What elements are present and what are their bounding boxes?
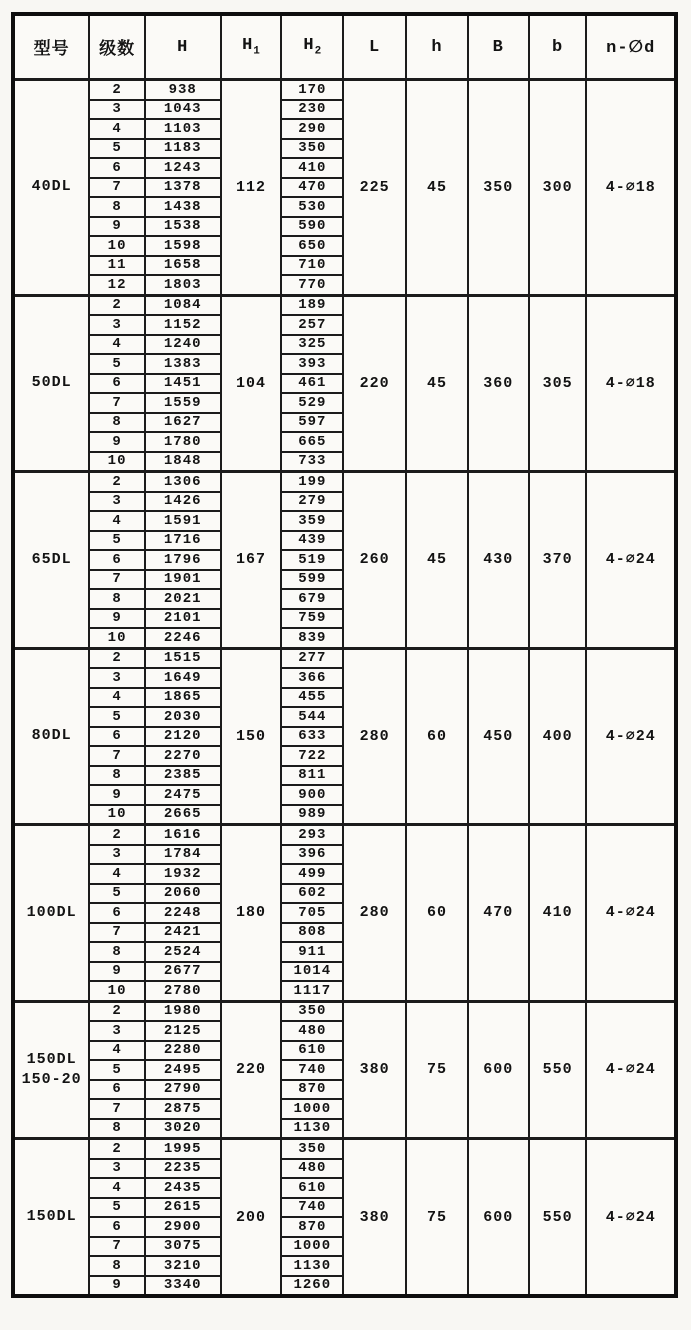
h2-value-cell: 455 <box>281 688 343 708</box>
b-lower-cell: 370 <box>529 472 587 649</box>
bolt-spec-cell: 4-∅18 <box>586 295 676 472</box>
h2-value-cell: 770 <box>281 275 343 295</box>
stage-cell: 9 <box>89 1276 145 1297</box>
h2-value-cell: 989 <box>281 805 343 825</box>
h2-value-cell: 839 <box>281 628 343 648</box>
h-value-cell: 1383 <box>145 354 221 374</box>
table-row <box>13 648 676 668</box>
table-row <box>13 472 676 492</box>
stage-cell: 2 <box>89 648 145 668</box>
stage-cell: 7 <box>89 1099 145 1119</box>
model-cell <box>13 472 89 649</box>
stage-cell: 6 <box>89 158 145 178</box>
stage-cell: 3 <box>89 1021 145 1041</box>
h-value-cell: 1043 <box>145 100 221 120</box>
column-header-n_phi_d <box>586 14 676 80</box>
h2-value-cell: 170 <box>281 80 343 100</box>
table-row <box>13 825 676 845</box>
h1-value-cell: 167 <box>221 472 282 649</box>
column-header-B <box>468 14 529 80</box>
stage-cell: 10 <box>89 628 145 648</box>
l-value-cell: 380 <box>343 1139 406 1297</box>
h2-value-cell: 610 <box>281 1178 343 1198</box>
stage-cell: 10 <box>89 452 145 472</box>
h-value-cell: 1796 <box>145 550 221 570</box>
height-h-cell: 45 <box>406 80 468 296</box>
h2-value-cell: 359 <box>281 511 343 531</box>
h2-value-cell: 870 <box>281 1217 343 1237</box>
h2-value-cell: 350 <box>281 1139 343 1159</box>
stage-cell: 9 <box>89 609 145 629</box>
stage-cell: 3 <box>89 845 145 865</box>
h-value-cell: 2615 <box>145 1198 221 1218</box>
h-value-cell: 3075 <box>145 1237 221 1257</box>
column-header-model <box>13 14 89 80</box>
stage-cell: 2 <box>89 295 145 315</box>
column-header-label: h <box>431 37 443 57</box>
b-upper-cell: 600 <box>468 1139 529 1297</box>
h-value-cell: 938 <box>145 80 221 100</box>
h2-value-cell: 633 <box>281 727 343 747</box>
h2-value-cell: 740 <box>281 1060 343 1080</box>
h-value-cell: 2235 <box>145 1159 221 1179</box>
model-cell <box>13 648 89 825</box>
b-upper-cell: 600 <box>468 1001 529 1139</box>
height-h-cell: 60 <box>406 825 468 1002</box>
column-header-label: H <box>242 36 254 56</box>
h2-value-cell: 519 <box>281 550 343 570</box>
stage-cell: 4 <box>89 511 145 531</box>
h-value-cell: 2246 <box>145 628 221 648</box>
column-header-label: H <box>303 36 315 56</box>
column-header-label: B <box>492 37 504 57</box>
h-value-cell: 2524 <box>145 942 221 962</box>
h-value-cell: 1627 <box>145 413 221 433</box>
stage-cell: 3 <box>89 100 145 120</box>
h-value-cell: 1932 <box>145 864 221 884</box>
h2-value-cell: 544 <box>281 707 343 727</box>
h2-value-cell: 499 <box>281 864 343 884</box>
model-label: 150-20 <box>21 1070 82 1088</box>
h2-value-cell: 900 <box>281 785 343 805</box>
h2-value-cell: 461 <box>281 374 343 394</box>
b-lower-cell: 400 <box>529 648 587 825</box>
stage-cell: 4 <box>89 1178 145 1198</box>
h-value-cell: 1658 <box>145 256 221 276</box>
h-value-cell: 1848 <box>145 452 221 472</box>
h-value-cell: 1378 <box>145 178 221 198</box>
h2-value-cell: 1000 <box>281 1099 343 1119</box>
column-header-label: H <box>177 37 189 57</box>
h-value-cell: 1243 <box>145 158 221 178</box>
height-h-cell: 75 <box>406 1139 468 1297</box>
column-header-label: L <box>369 37 381 57</box>
b-lower-cell: 550 <box>529 1139 587 1297</box>
model-label: 50DL <box>31 374 72 392</box>
b-upper-cell: 470 <box>468 825 529 1002</box>
h2-value-cell: 590 <box>281 217 343 237</box>
h-value-cell: 2790 <box>145 1080 221 1100</box>
column-header-subscript: 2 <box>314 45 322 58</box>
h-value-cell: 1240 <box>145 335 221 355</box>
stage-cell: 6 <box>89 903 145 923</box>
h-value-cell: 2780 <box>145 981 221 1001</box>
h-value-cell: 1901 <box>145 570 221 590</box>
stage-cell: 8 <box>89 413 145 433</box>
h-value-cell: 3340 <box>145 1276 221 1297</box>
l-value-cell: 280 <box>343 648 406 825</box>
h2-value-cell: 470 <box>281 178 343 198</box>
h2-value-cell: 1130 <box>281 1256 343 1276</box>
column-header-label: b <box>552 37 564 57</box>
h-value-cell: 1103 <box>145 119 221 139</box>
stage-cell: 7 <box>89 746 145 766</box>
h-value-cell: 1515 <box>145 648 221 668</box>
h2-value-cell: 277 <box>281 648 343 668</box>
h-value-cell: 2495 <box>145 1060 221 1080</box>
h-value-cell: 1784 <box>145 845 221 865</box>
h2-value-cell: 410 <box>281 158 343 178</box>
stage-cell: 10 <box>89 236 145 256</box>
h2-value-cell: 439 <box>281 531 343 551</box>
stage-cell: 6 <box>89 1080 145 1100</box>
stage-cell: 2 <box>89 1001 145 1021</box>
b-lower-cell: 305 <box>529 295 587 472</box>
h1-value-cell: 220 <box>221 1001 282 1139</box>
h2-value-cell: 293 <box>281 825 343 845</box>
table-row <box>13 80 676 100</box>
h2-value-cell: 325 <box>281 335 343 355</box>
bolt-spec-cell: 4-∅24 <box>586 472 676 649</box>
stage-cell: 7 <box>89 178 145 198</box>
h2-value-cell: 759 <box>281 609 343 629</box>
h2-value-cell: 705 <box>281 903 343 923</box>
h-value-cell: 2280 <box>145 1041 221 1061</box>
l-value-cell: 220 <box>343 295 406 472</box>
column-header-H <box>145 14 221 80</box>
stage-cell: 9 <box>89 785 145 805</box>
h-value-cell: 1438 <box>145 197 221 217</box>
column-header-h <box>406 14 468 80</box>
h-value-cell: 2120 <box>145 727 221 747</box>
h2-value-cell: 290 <box>281 119 343 139</box>
l-value-cell: 225 <box>343 80 406 296</box>
h-value-cell: 1451 <box>145 374 221 394</box>
stage-cell: 6 <box>89 374 145 394</box>
h1-value-cell: 200 <box>221 1139 282 1297</box>
stage-cell: 4 <box>89 864 145 884</box>
stage-cell: 7 <box>89 923 145 943</box>
table-row <box>13 1001 676 1021</box>
h-value-cell: 1716 <box>145 531 221 551</box>
h2-value-cell: 529 <box>281 393 343 413</box>
h2-value-cell: 811 <box>281 766 343 786</box>
stage-cell: 8 <box>89 197 145 217</box>
bolt-spec-cell: 4-∅24 <box>586 1001 676 1139</box>
stage-cell: 8 <box>89 942 145 962</box>
table-row <box>13 1139 676 1159</box>
stage-cell: 2 <box>89 1139 145 1159</box>
h-value-cell: 2021 <box>145 589 221 609</box>
model-cell <box>13 1139 89 1297</box>
column-header-H2 <box>281 14 343 80</box>
h-value-cell: 2060 <box>145 884 221 904</box>
stage-cell: 8 <box>89 1119 145 1139</box>
stage-cell: 7 <box>89 570 145 590</box>
h1-value-cell: 112 <box>221 80 282 296</box>
h2-value-cell: 740 <box>281 1198 343 1218</box>
b-lower-cell: 550 <box>529 1001 587 1139</box>
h-value-cell: 2665 <box>145 805 221 825</box>
h-value-cell: 1183 <box>145 139 221 159</box>
h-value-cell: 2270 <box>145 746 221 766</box>
h2-value-cell: 870 <box>281 1080 343 1100</box>
h-value-cell: 2421 <box>145 923 221 943</box>
h2-value-cell: 722 <box>281 746 343 766</box>
h2-value-cell: 597 <box>281 413 343 433</box>
h-value-cell: 2101 <box>145 609 221 629</box>
model-label: 100DL <box>26 903 77 921</box>
h-value-cell: 1598 <box>145 236 221 256</box>
column-header-subscript: 1 <box>253 45 260 58</box>
stage-cell: 5 <box>89 707 145 727</box>
column-header-label: 型号 <box>33 41 70 60</box>
h-value-cell: 2125 <box>145 1021 221 1041</box>
h2-value-cell: 808 <box>281 923 343 943</box>
h-value-cell: 1780 <box>145 432 221 452</box>
stage-cell: 11 <box>89 256 145 276</box>
model-label: 65DL <box>31 550 72 568</box>
h2-value-cell: 199 <box>281 472 343 492</box>
h2-value-cell: 480 <box>281 1159 343 1179</box>
stage-cell: 12 <box>89 275 145 295</box>
stage-cell: 7 <box>89 393 145 413</box>
h-value-cell: 2900 <box>145 1217 221 1237</box>
stage-cell: 4 <box>89 1041 145 1061</box>
bolt-spec-cell: 4-∅18 <box>586 80 676 296</box>
stage-cell: 8 <box>89 589 145 609</box>
stage-cell: 3 <box>89 492 145 512</box>
h2-value-cell: 1000 <box>281 1237 343 1257</box>
stage-cell: 10 <box>89 805 145 825</box>
column-header-H1 <box>221 14 282 80</box>
h2-value-cell: 480 <box>281 1021 343 1041</box>
stage-cell: 2 <box>89 80 145 100</box>
b-lower-cell: 300 <box>529 80 587 296</box>
column-header-b <box>529 14 587 80</box>
h2-value-cell: 366 <box>281 668 343 688</box>
l-value-cell: 260 <box>343 472 406 649</box>
column-header-L <box>343 14 406 80</box>
stage-cell: 5 <box>89 884 145 904</box>
h2-value-cell: 1014 <box>281 962 343 982</box>
stage-cell: 3 <box>89 1159 145 1179</box>
column-header-label: n-∅d <box>606 38 656 58</box>
b-upper-cell: 430 <box>468 472 529 649</box>
h-value-cell: 2030 <box>145 707 221 727</box>
stage-cell: 10 <box>89 981 145 1001</box>
h-value-cell: 1995 <box>145 1139 221 1159</box>
model-cell <box>13 1001 89 1139</box>
h2-value-cell: 230 <box>281 100 343 120</box>
stage-cell: 2 <box>89 825 145 845</box>
h2-value-cell: 530 <box>281 197 343 217</box>
b-upper-cell: 350 <box>468 80 529 296</box>
h2-value-cell: 1130 <box>281 1119 343 1139</box>
h-value-cell: 1538 <box>145 217 221 237</box>
h-value-cell: 1559 <box>145 393 221 413</box>
h2-value-cell: 679 <box>281 589 343 609</box>
stage-cell: 8 <box>89 766 145 786</box>
b-upper-cell: 450 <box>468 648 529 825</box>
h1-value-cell: 180 <box>221 825 282 1002</box>
h1-value-cell: 150 <box>221 648 282 825</box>
h-value-cell: 1591 <box>145 511 221 531</box>
l-value-cell: 280 <box>343 825 406 1002</box>
bolt-spec-cell: 4-∅24 <box>586 1139 676 1297</box>
h2-value-cell: 350 <box>281 1001 343 1021</box>
h2-value-cell: 610 <box>281 1041 343 1061</box>
dimension-table <box>11 12 678 1298</box>
stage-cell: 5 <box>89 354 145 374</box>
h-value-cell: 2475 <box>145 785 221 805</box>
stage-cell: 5 <box>89 1060 145 1080</box>
h-value-cell: 1616 <box>145 825 221 845</box>
h2-value-cell: 1117 <box>281 981 343 1001</box>
column-header-label: 级数 <box>99 41 136 60</box>
h2-value-cell: 911 <box>281 942 343 962</box>
stage-cell: 9 <box>89 217 145 237</box>
h-value-cell: 2677 <box>145 962 221 982</box>
bolt-spec-cell: 4-∅24 <box>586 825 676 1002</box>
h2-value-cell: 599 <box>281 570 343 590</box>
height-h-cell: 45 <box>406 472 468 649</box>
h1-value-cell: 104 <box>221 295 282 472</box>
h-value-cell: 3210 <box>145 1256 221 1276</box>
model-cell <box>13 295 89 472</box>
h2-value-cell: 710 <box>281 256 343 276</box>
stage-cell: 8 <box>89 1256 145 1276</box>
stage-cell: 4 <box>89 688 145 708</box>
stage-cell: 9 <box>89 432 145 452</box>
stage-cell: 5 <box>89 139 145 159</box>
h-value-cell: 1649 <box>145 668 221 688</box>
model-label: 150DL <box>26 1050 77 1068</box>
h2-value-cell: 733 <box>281 452 343 472</box>
stage-cell: 6 <box>89 727 145 747</box>
h-value-cell: 1306 <box>145 472 221 492</box>
h-value-cell: 2875 <box>145 1099 221 1119</box>
model-label: 40DL <box>31 178 72 196</box>
model-cell <box>13 80 89 296</box>
h2-value-cell: 1260 <box>281 1276 343 1297</box>
b-lower-cell: 410 <box>529 825 587 1002</box>
bolt-spec-cell: 4-∅24 <box>586 648 676 825</box>
stage-cell: 6 <box>89 550 145 570</box>
h-value-cell: 1865 <box>145 688 221 708</box>
height-h-cell: 45 <box>406 295 468 472</box>
h2-value-cell: 393 <box>281 354 343 374</box>
table-body <box>13 80 676 1297</box>
h2-value-cell: 396 <box>281 845 343 865</box>
h2-value-cell: 257 <box>281 315 343 335</box>
column-header-stages <box>89 14 145 80</box>
h-value-cell: 2385 <box>145 766 221 786</box>
h2-value-cell: 665 <box>281 432 343 452</box>
h-value-cell: 2435 <box>145 1178 221 1198</box>
h-value-cell: 1084 <box>145 295 221 315</box>
h2-value-cell: 602 <box>281 884 343 904</box>
stage-cell: 9 <box>89 962 145 982</box>
stage-cell: 5 <box>89 1198 145 1218</box>
h-value-cell: 1980 <box>145 1001 221 1021</box>
stage-cell: 7 <box>89 1237 145 1257</box>
model-cell <box>13 825 89 1002</box>
h2-value-cell: 350 <box>281 139 343 159</box>
header-row <box>13 14 676 80</box>
height-h-cell: 75 <box>406 1001 468 1139</box>
h-value-cell: 1803 <box>145 275 221 295</box>
stage-cell: 4 <box>89 119 145 139</box>
stage-cell: 4 <box>89 335 145 355</box>
l-value-cell: 380 <box>343 1001 406 1139</box>
h-value-cell: 2248 <box>145 903 221 923</box>
stage-cell: 3 <box>89 668 145 688</box>
h-value-cell: 1152 <box>145 315 221 335</box>
stage-cell: 5 <box>89 531 145 551</box>
stage-cell: 2 <box>89 472 145 492</box>
h2-value-cell: 650 <box>281 236 343 256</box>
model-label: 150DL <box>26 1207 77 1225</box>
h-value-cell: 3020 <box>145 1119 221 1139</box>
stage-cell: 3 <box>89 315 145 335</box>
model-label: 80DL <box>31 727 72 745</box>
h2-value-cell: 189 <box>281 295 343 315</box>
table-row <box>13 295 676 315</box>
stage-cell: 6 <box>89 1217 145 1237</box>
b-upper-cell: 360 <box>468 295 529 472</box>
height-h-cell: 60 <box>406 648 468 825</box>
h2-value-cell: 279 <box>281 492 343 512</box>
h-value-cell: 1426 <box>145 492 221 512</box>
